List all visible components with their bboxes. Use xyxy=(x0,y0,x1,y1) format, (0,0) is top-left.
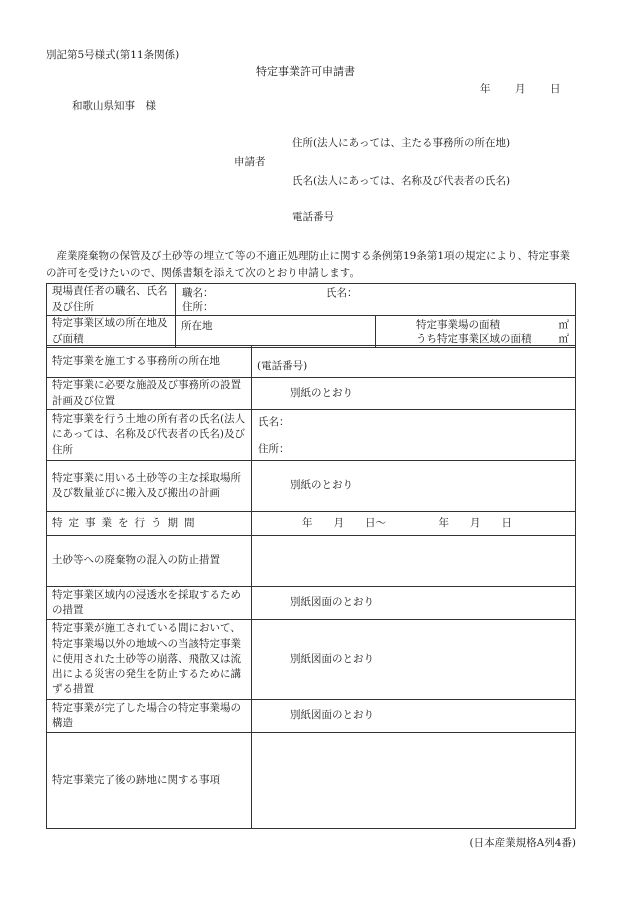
applicant-address: 住所(法人にあっては、主たる事務所の所在地) xyxy=(292,137,511,149)
applicant-phone: 電話番号 xyxy=(292,211,334,223)
page-title: 特定事業許可申請書 xyxy=(256,65,355,78)
footer-note: (日本産業規格A列4番) xyxy=(469,837,576,849)
area-location: 所在地 xyxy=(176,316,376,348)
disaster-value: 別紙図面のとおり xyxy=(252,620,576,700)
row-manager xyxy=(47,284,576,316)
row-office xyxy=(47,346,576,378)
label-seepage: 特定事業区域内の浸透水を採取するための措置 xyxy=(47,587,252,620)
manager-position: 職名： xyxy=(182,287,214,299)
period-value: 年 月 日〜 年 月 日 xyxy=(252,512,576,536)
row-mixing xyxy=(47,536,576,587)
label-mixing: 土砂等への廃棄物の混入の防止措置 xyxy=(47,536,252,587)
label-owner: 特定事業を行う土地の所有者の氏名(法人にあっては、名称及び代表者の氏名)及び住所 xyxy=(47,410,252,461)
structure-value: 別紙図面のとおり xyxy=(252,700,576,733)
label-after: 特定事業完了後の跡地に関する事項 xyxy=(47,733,252,829)
office-phone: (電話番号) xyxy=(252,346,576,378)
site-area-label: 特定事業場の面積 xyxy=(416,319,500,331)
after-value xyxy=(252,733,576,829)
intro-text: 産業廃棄物の保管及び土砂等の埋立て等の不適正処理防止に関する条例第19条第1項の規定により、特定事業の許可を受けたいので、関係書類を添えて次のとおり申請します。 xyxy=(46,250,571,280)
row-disaster xyxy=(47,620,576,700)
facility-value: 別紙のとおり xyxy=(252,378,576,410)
applicant-label: 申請者 xyxy=(234,156,266,168)
label-structure: 特定事業が完了した場合の特定事業場の構造 xyxy=(47,700,252,733)
row-period xyxy=(47,512,576,536)
mixing-value xyxy=(252,536,576,587)
owner-address: 住所： xyxy=(258,443,290,455)
row-facility xyxy=(47,378,576,410)
date-year: 年 xyxy=(480,83,491,95)
seepage-value: 別紙図面のとおり xyxy=(252,587,576,620)
row-structure xyxy=(47,700,576,733)
row-after xyxy=(47,733,576,829)
label-soil: 特定事業に用いる土砂等の主な採取場所及び数量並びに搬入及び搬出の計画 xyxy=(47,461,252,512)
date-month: 月 xyxy=(515,83,526,95)
label-facility: 特定事業に必要な施設及び事務所の設置計画及び位置 xyxy=(47,378,252,410)
manager-name: 氏名： xyxy=(326,287,358,299)
zone-area-label: うち特定事業区域の面積 xyxy=(416,333,532,345)
site-area-unit: ㎡ xyxy=(558,319,569,331)
application-table-main xyxy=(46,345,576,829)
addressee: 和歌山県知事 様 xyxy=(72,100,156,112)
label-period: 特定事業を行う期間 xyxy=(47,512,252,536)
row-owner xyxy=(47,410,576,461)
owner-name: 氏名： xyxy=(258,416,290,428)
row-seepage xyxy=(47,587,576,620)
soil-value: 別紙のとおり xyxy=(252,461,576,512)
row-area xyxy=(47,316,576,348)
label-disaster: 特定事業が施工されている間において、特定事業場以外の地域への当該特定事業に使用された土砂等の崩落、飛散又は流出による災害の発生を防止するために講ずる措置 xyxy=(47,620,252,700)
manager-address: 住所： xyxy=(182,301,214,313)
label-manager: 現場責任者の職名、氏名及び住所 xyxy=(47,284,176,316)
row-soil xyxy=(47,461,576,512)
application-table xyxy=(46,283,576,348)
date-day: 日 xyxy=(550,83,561,95)
form-number: 別記第5号様式(第11条関係) xyxy=(46,49,180,61)
zone-area-unit: ㎡ xyxy=(558,333,569,345)
label-area: 特定事業区域の所在地及び面積 xyxy=(47,316,176,348)
applicant-name: 氏名(法人にあっては、名称及び代表者の氏名) xyxy=(292,175,511,187)
label-office: 特定事業を施工する事務所の所在地 xyxy=(47,346,252,378)
